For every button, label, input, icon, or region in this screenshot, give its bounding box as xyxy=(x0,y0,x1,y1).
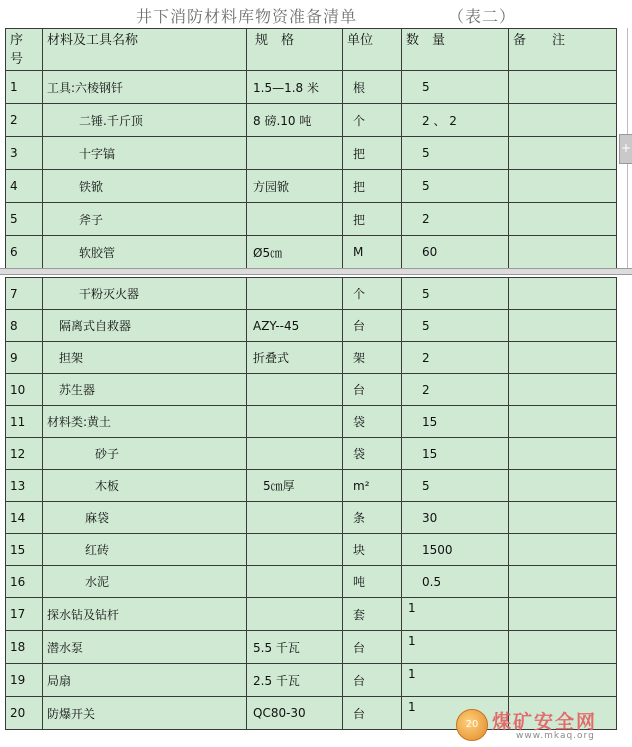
cell-qty: 2 、 2 xyxy=(402,104,509,137)
cell-note xyxy=(509,566,617,598)
cell-unit: 台 xyxy=(343,697,402,730)
cell-note xyxy=(509,236,617,269)
table-body-part1 xyxy=(6,71,617,269)
cell-unit: 吨 xyxy=(343,566,402,598)
cell-qty: 1500 xyxy=(402,534,509,566)
cell-unit: 把 xyxy=(343,170,402,203)
cell-spec xyxy=(247,406,343,438)
cell-name: 二锤.千斤顶 xyxy=(43,104,247,137)
cell-spec: 5㎝厚 xyxy=(247,470,343,502)
cell-unit: 台 xyxy=(343,310,402,342)
cell-name: 铁锨 xyxy=(43,170,247,203)
cell-unit: 条 xyxy=(343,502,402,534)
table-body-part2 xyxy=(6,278,617,730)
cell-spec: 1.5—1.8 米 xyxy=(247,71,343,104)
cell-seq: 11 xyxy=(6,406,43,438)
cell-spec xyxy=(247,598,343,631)
cell-spec: 5.5 千瓦 xyxy=(247,631,343,664)
cell-note xyxy=(509,438,617,470)
cell-seq: 14 xyxy=(6,502,43,534)
cell-qty: 5 xyxy=(402,71,509,104)
cell-name: 防爆开关 xyxy=(43,697,247,730)
inventory-table-part2 xyxy=(5,277,617,730)
cell-seq: 8 xyxy=(6,310,43,342)
cell-spec: Ø5㎝ xyxy=(247,236,343,269)
cell-spec xyxy=(247,374,343,406)
cell-qty: 1 xyxy=(402,598,509,631)
cell-note xyxy=(509,598,617,631)
cell-qty: 5 xyxy=(402,170,509,203)
cell-unit: 台 xyxy=(343,374,402,406)
cell-seq: 1 xyxy=(6,71,43,104)
cell-spec: 折叠式 xyxy=(247,342,343,374)
table-row xyxy=(6,236,617,269)
cell-name: 木板 xyxy=(43,470,247,502)
site-watermark xyxy=(456,707,626,743)
cell-name: 麻袋 xyxy=(43,502,247,534)
cell-unit: 架 xyxy=(343,342,402,374)
cell-unit: 个 xyxy=(343,278,402,310)
cell-name: 十字镐 xyxy=(43,137,247,170)
header-note: 备 注 xyxy=(509,29,617,71)
cell-note xyxy=(509,502,617,534)
cell-seq: 3 xyxy=(6,137,43,170)
cell-unit: 根 xyxy=(343,71,402,104)
table-row xyxy=(6,71,617,104)
cell-unit: 把 xyxy=(343,137,402,170)
cell-seq: 12 xyxy=(6,438,43,470)
table-row xyxy=(6,278,617,310)
cell-unit: M xyxy=(343,236,402,269)
cell-qty: 2 xyxy=(402,342,509,374)
title-sub: （表二） xyxy=(448,7,517,26)
cell-qty: 2 xyxy=(402,374,509,406)
cell-qty: 2 xyxy=(402,203,509,236)
cell-seq: 7 xyxy=(6,278,43,310)
cell-qty: 15 xyxy=(402,406,509,438)
table-row xyxy=(6,534,617,566)
table-row xyxy=(6,310,617,342)
cell-note xyxy=(509,342,617,374)
cell-name: 水泥 xyxy=(43,566,247,598)
table-row xyxy=(6,342,617,374)
cell-name: 隔离式自救器 xyxy=(43,310,247,342)
table-row xyxy=(6,438,617,470)
cell-qty: 1 xyxy=(402,631,509,664)
cell-note xyxy=(509,203,617,236)
table-row xyxy=(6,631,617,664)
expand-tab[interactable]: + xyxy=(619,134,632,164)
table-row xyxy=(6,104,617,137)
cell-note xyxy=(509,406,617,438)
cell-spec: 8 磅.10 吨 xyxy=(247,104,343,137)
cell-spec xyxy=(247,534,343,566)
table-row xyxy=(6,664,617,697)
table-row xyxy=(6,566,617,598)
cell-qty: 30 xyxy=(402,502,509,534)
watermark-url: www.mkaq.org xyxy=(516,731,595,741)
cell-note xyxy=(509,664,617,697)
cell-note xyxy=(509,470,617,502)
cell-unit: 台 xyxy=(343,631,402,664)
cell-qty: 5 xyxy=(402,310,509,342)
cell-note xyxy=(509,104,617,137)
header-qty: 数 量 xyxy=(402,29,509,71)
cell-name: 潜水泵 xyxy=(43,631,247,664)
cell-seq: 13 xyxy=(6,470,43,502)
cell-seq: 20 xyxy=(6,697,43,730)
cell-seq: 4 xyxy=(6,170,43,203)
cell-qty: 1 xyxy=(402,664,509,697)
cell-note xyxy=(509,534,617,566)
cell-name: 干粉灭火器 xyxy=(43,278,247,310)
table-row xyxy=(6,137,617,170)
cell-name: 局扇 xyxy=(43,664,247,697)
header-row xyxy=(6,29,617,71)
cell-spec: 2.5 千瓦 xyxy=(247,664,343,697)
cell-spec: AZY--45 xyxy=(247,310,343,342)
cell-qty: 1 xyxy=(402,697,509,730)
cell-seq: 19 xyxy=(6,664,43,697)
title-main: 井下消防材料库物资准备清单 xyxy=(136,7,358,26)
cell-name: 工具:六棱钢钎 xyxy=(43,71,247,104)
cell-name: 苏生器 xyxy=(43,374,247,406)
cell-spec xyxy=(247,438,343,470)
cell-name: 软胶管 xyxy=(43,236,247,269)
cell-unit: 套 xyxy=(343,598,402,631)
cell-note xyxy=(509,631,617,664)
header-seq: 序 号 xyxy=(6,29,43,71)
cell-unit: m² xyxy=(343,470,402,502)
cell-spec xyxy=(247,137,343,170)
cell-seq: 2 xyxy=(6,104,43,137)
cell-qty: 15 xyxy=(402,438,509,470)
cell-unit: 袋 xyxy=(343,438,402,470)
cell-name: 担架 xyxy=(43,342,247,374)
table-row xyxy=(6,374,617,406)
table-row xyxy=(6,203,617,236)
cell-unit: 块 xyxy=(343,534,402,566)
cell-name: 材料类:黄土 xyxy=(43,406,247,438)
cell-note xyxy=(509,71,617,104)
table-row xyxy=(6,598,617,631)
cell-name: 探水钻及钻杆 xyxy=(43,598,247,631)
header-unit: 单位 xyxy=(343,29,402,71)
table-row xyxy=(6,470,617,502)
cell-spec xyxy=(247,566,343,598)
cell-name: 斧子 xyxy=(43,203,247,236)
cell-note xyxy=(509,310,617,342)
cell-name: 红砖 xyxy=(43,534,247,566)
cell-unit: 个 xyxy=(343,104,402,137)
cell-seq: 10 xyxy=(6,374,43,406)
cell-qty: 5 xyxy=(402,470,509,502)
cell-qty: 5 xyxy=(402,137,509,170)
cell-qty: 60 xyxy=(402,236,509,269)
cell-seq: 18 xyxy=(6,631,43,664)
cell-note xyxy=(509,137,617,170)
header-spec: 规 格 xyxy=(247,29,343,71)
cell-note xyxy=(509,278,617,310)
cell-spec xyxy=(247,502,343,534)
cell-note xyxy=(509,374,617,406)
watermark-name: 煤矿安全网 xyxy=(492,711,598,733)
cell-unit: 袋 xyxy=(343,406,402,438)
cell-seq: 6 xyxy=(6,236,43,269)
cell-spec: QC80-30 xyxy=(247,697,343,730)
table-row xyxy=(6,502,617,534)
cell-name: 砂子 xyxy=(43,438,247,470)
cell-qty: 0.5 xyxy=(402,566,509,598)
page-separator xyxy=(0,268,632,275)
cell-spec xyxy=(247,203,343,236)
table-row xyxy=(6,170,617,203)
header-name: 材料及工具名称 xyxy=(43,29,247,71)
cell-seq: 9 xyxy=(6,342,43,374)
cell-note xyxy=(509,170,617,203)
cell-unit: 把 xyxy=(343,203,402,236)
cell-seq: 17 xyxy=(6,598,43,631)
cell-seq: 15 xyxy=(6,534,43,566)
table-row xyxy=(6,406,617,438)
cell-seq: 5 xyxy=(6,203,43,236)
watermark-logo-icon: 20 xyxy=(456,709,488,741)
cell-unit: 台 xyxy=(343,664,402,697)
document-title xyxy=(0,4,632,26)
cell-qty: 5 xyxy=(402,278,509,310)
cell-spec: 方园锨 xyxy=(247,170,343,203)
inventory-table-part1 xyxy=(5,28,617,269)
cell-seq: 16 xyxy=(6,566,43,598)
cell-spec xyxy=(247,278,343,310)
